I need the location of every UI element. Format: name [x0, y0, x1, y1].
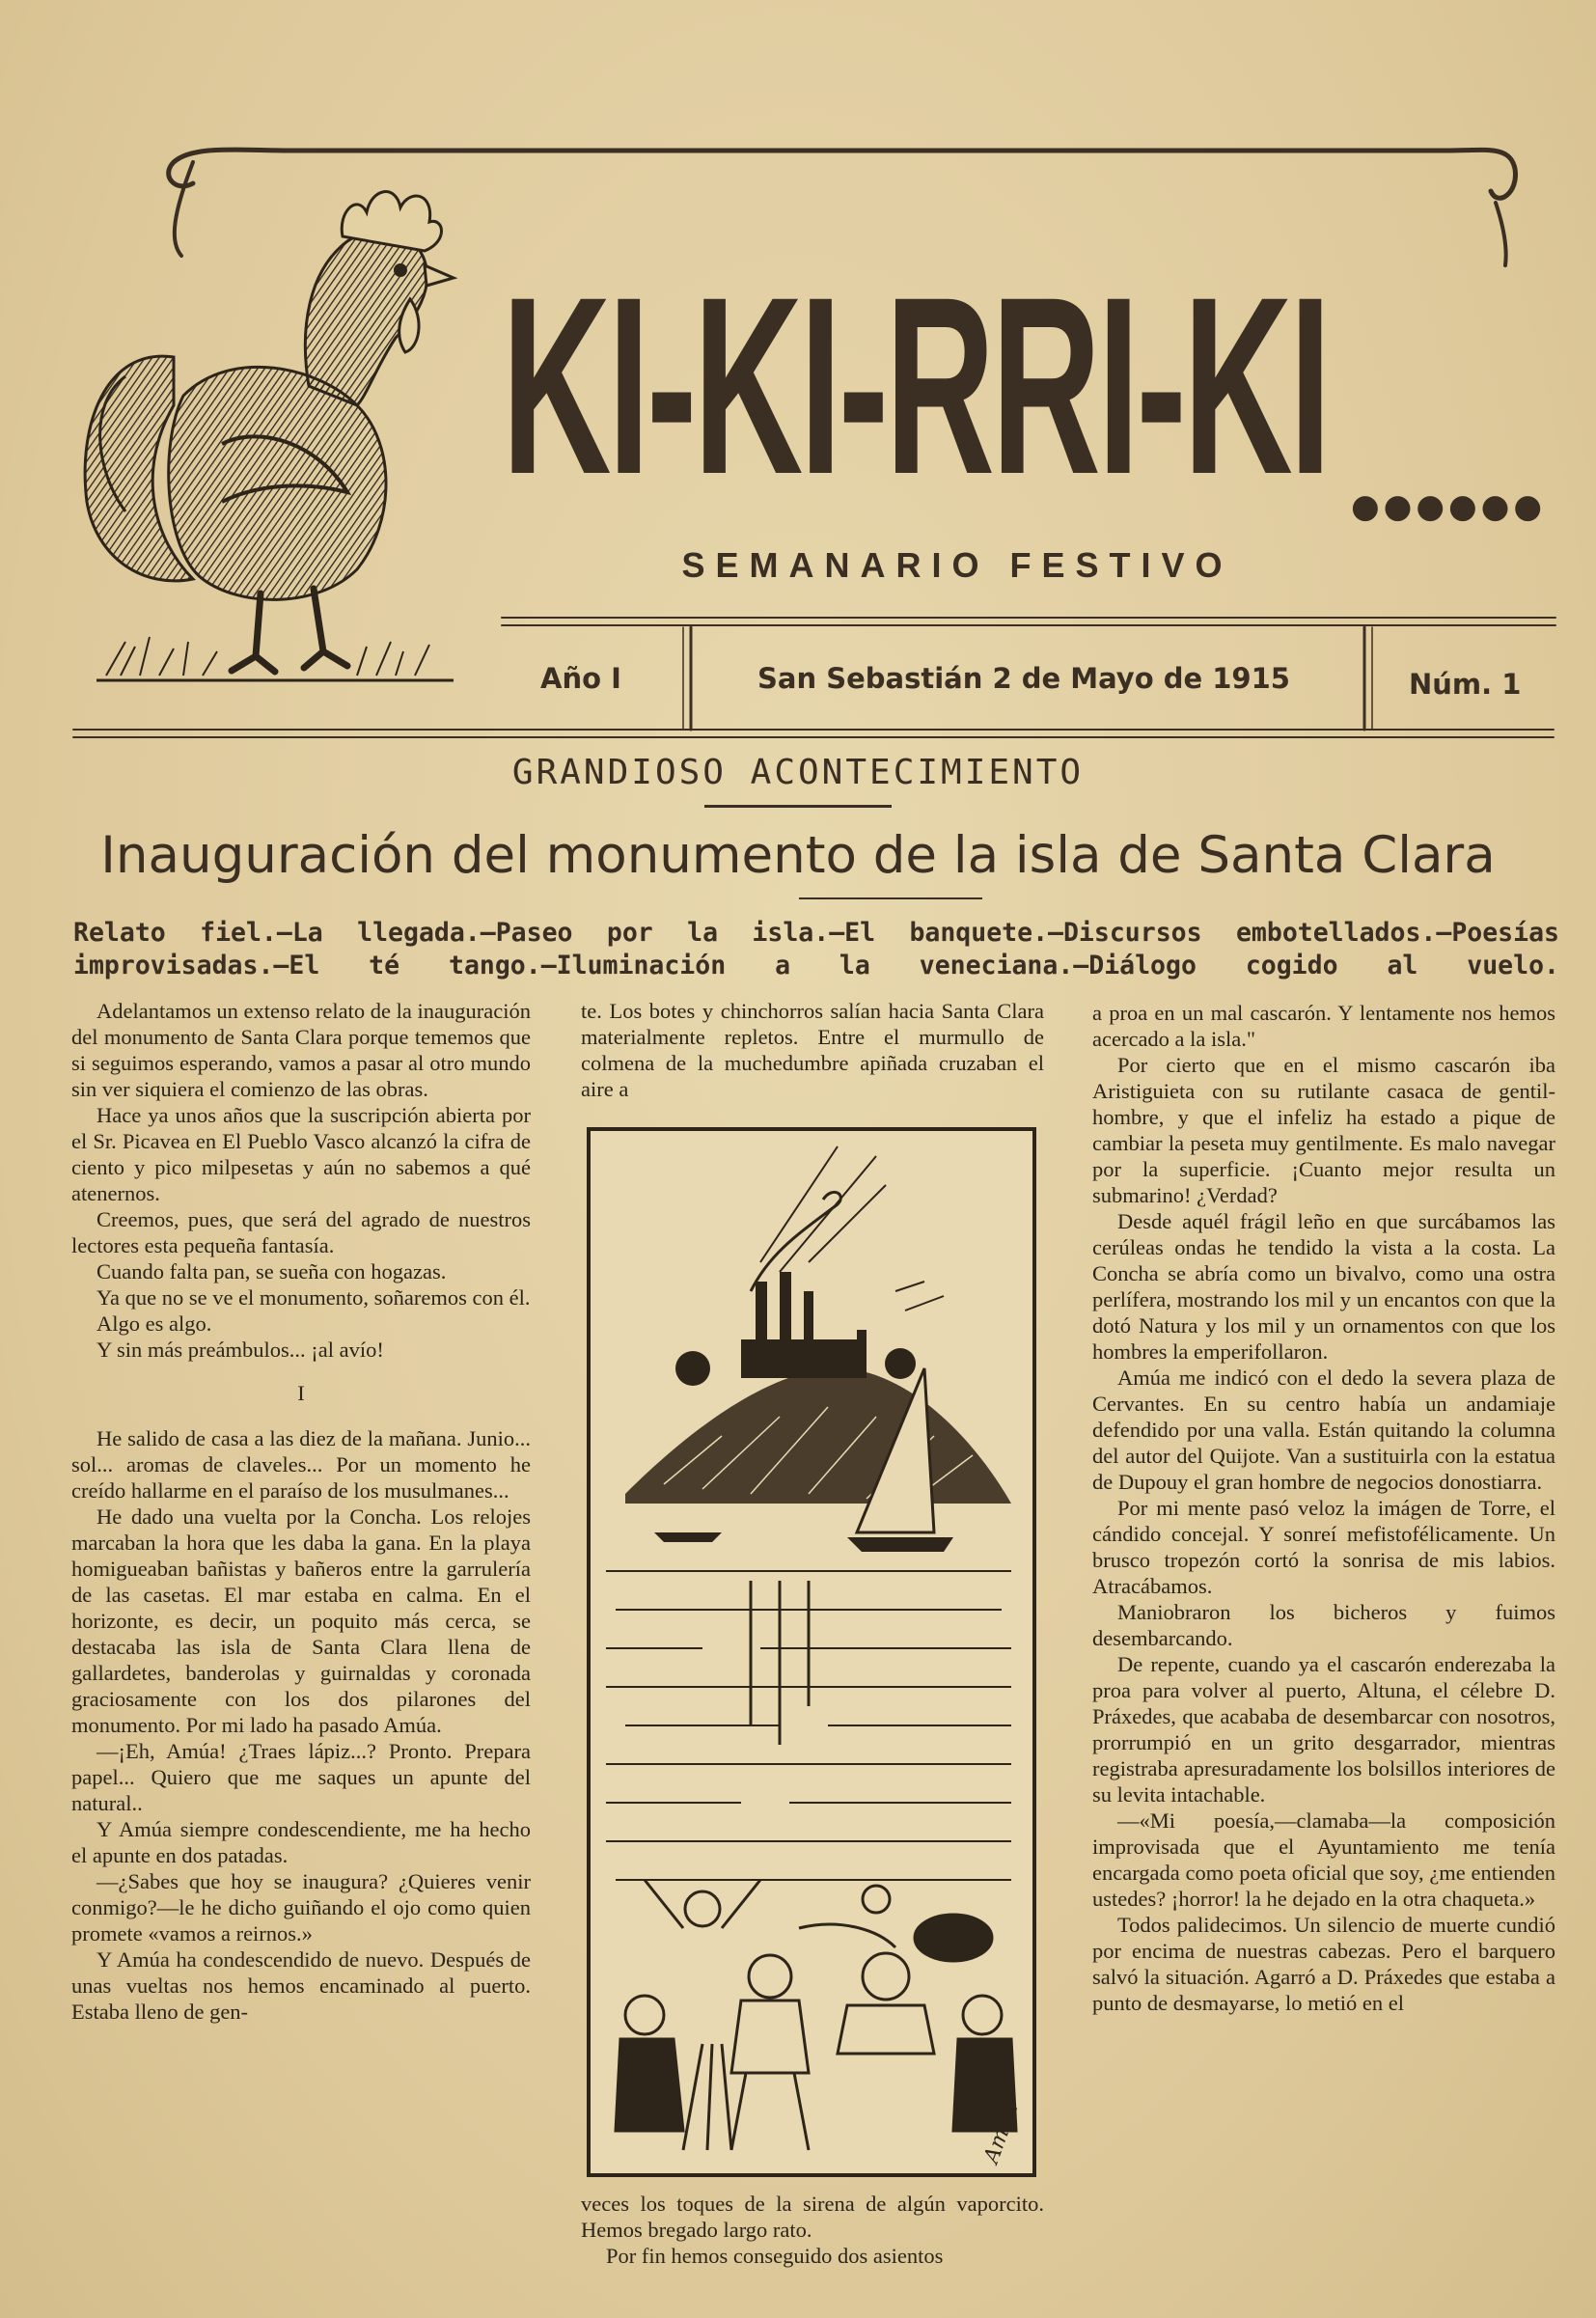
paragraph: veces los toques de la sirena de algún vaporcito. Hemos bregado largo rato. — [581, 2192, 1044, 2242]
kicker-rule — [704, 805, 892, 808]
paragraph: Y Amúa ha condescendido de nuevo. Después de unas vueltas nos hemos encaminado al puerto. Estaba lleno de gen- — [71, 1947, 531, 2024]
masthead-title: KI-KI-RRI-KI — [502, 244, 1329, 527]
paragraph: Algo es algo. — [96, 1311, 212, 1336]
paragraph: Por fin hemos conseguido dos asientos — [606, 2244, 944, 2268]
article-column-1 — [71, 998, 531, 2025]
paragraph: Adelantamos un extenso relato de la inauguración del monumento de Santa Clara porque tememos que si seguimos esperando, vamos a pasar al otro mundo sin ver siquiera el comienzo de las obras. — [71, 999, 531, 1101]
paragraph: De repente, cuando ya el cascarón enderezaba la proa para volver al puerto, Altuna, el célebre D. Práxedes, que acababa de desembarcar con nosotros, prorrumpió en un grito desgarrador, mientras registraba apresuradamente los bolsillos interiores de su levita intachable. — [1092, 1652, 1555, 1807]
issue-dateline: San Sebastián 2 de Mayo de 1915 — [757, 662, 1290, 695]
article-column-3 — [1092, 1000, 1555, 2016]
paragraph: Amúa me indicó con el dedo la severa plaza de Cervantes. En su centro había un andamiaje defendido por una valla. Están quitando la columna del autor del Quijote. Van a sustituirla con la estatua de Dupouy el gran hombre de negocios donostiarra. — [1092, 1366, 1555, 1494]
article-headline: Inauguración del monumento de la isla de Santa Clara — [100, 826, 1496, 885]
masthead-subtitle: SEMANARIO FESTIVO — [681, 545, 1233, 585]
article-kicker: GRANDIOSO ACONTECIMIENTO — [511, 753, 1085, 792]
paragraph: Por mi mente pasó veloz la imágen de Torre, el cándido concejal. Y sonreí mefistofélicamente. Un brusco tropezón cortó la sonrisa de mis labios. Atracábamos. — [1092, 1496, 1555, 1598]
issue-number: Núm. 1 — [1409, 668, 1522, 701]
subhead-line: Relato fiel.—La llegada.—Paseo por la isla.—El banquete.—Discursos embotellados.—Poesías — [73, 918, 1559, 948]
article-column-2-top — [581, 998, 1044, 1102]
paragraph: He salido de casa a las diez de la mañana. Junio... sol... aromas de claveles... Por un momento he creído hallarme en el paraíso de los musulmanes... — [71, 1426, 531, 1503]
paragraph: Y sin más preámbulos... ¡al avío! — [96, 1338, 384, 1362]
paragraph: Todos palidecimos. Un silencio de muerte cundió por encima de nuestras cabezas. Pero el barquero salvó la situación. Agarró a D. Práxedes que estaba a punto de desmayarse, lo metió en el — [1092, 1913, 1555, 2015]
paragraph: Cuando falta pan, se sueña con hogazas. — [96, 1259, 447, 1283]
illustration-signature: Amúa — [979, 2100, 1024, 2167]
paragraph: He dado una vuelta por la Concha. Los relojes marcaban la hora que les daba la gana. En la playa homigueaban bañistas y bañeros entre la garrulería de las casetas. El mar estaba en calma. En el horizonte, es decir, un poquito más cerca, se destacaba las isla de Santa Clara llena de gallardetes, banderolas y guirnaldas y coronada graciosamente con los dos pilarones del monumento. Por mi lado ha pasado Amúa. — [71, 1504, 531, 1737]
masthead-title-dots: ●●●●●● — [1351, 487, 1547, 526]
paragraph: Maniobraron los bicheros y fuimos desembarcando. — [1092, 1600, 1555, 1650]
article-column-2-bottom — [581, 2191, 1044, 2269]
santa-clara-illustration — [587, 1127, 1036, 2177]
paragraph: te. Los botes y chinchorros salían hacia Santa Clara materialmente repletos. Entre el murmullo de colmena de la muchedumbre apiñada cruzaban el aire a — [581, 999, 1044, 1101]
paragraph: Hace ya unos años que la suscripción abierta por el Sr. Picavea en El Pueblo Vasco alcanzó la cifra de ciento y pico milpesetas y aún no sabemos a qué atenernos. — [71, 1103, 531, 1205]
paragraph: Creemos, pues, que será del agrado de nuestros lectores esta pequeña fantasía. — [71, 1207, 531, 1257]
paragraph: Desde aquél frágil leño en que surcábamos las cerúleas ondas he tendido la vista a la costa. La Concha se abría como un bivalvo, como una ostra perlífera, mostrando los mil y un encantos con que la dotó Natura y los mil y un ornamentos con que los hombres la emperifollaron. — [1092, 1209, 1555, 1364]
paragraph: —¿Sabes que hoy se inaugura? ¿Quieres venir conmigo?—le he dicho guiñando el ojo como quien promete «vamos a reirnos.» — [71, 1869, 531, 1945]
paragraph: —¡Eh, Amúa! ¿Traes lápiz...? Pronto. Prepara papel... Quiero que me saques un apunte del natural.. — [71, 1739, 531, 1815]
paragraph: Por cierto que en el mismo cascarón iba Aristiguieta con su rutilante casaca de gentil-hombre, y que el infeliz ha estado a pique de cambiar la peseta muy gentilmente. Es malo navegar por la superficie. ¡Cuanto mejor resulta un submarino! ¿Verdad? — [1092, 1053, 1555, 1207]
paragraph: —«Mi poesía,—clamaba—la composición improvisada que el Ayuntamiento me tenía encargada como poeta oficial que soy, ¿me entienden ustedes? ¡horror! la he dejado en la otra chaqueta.» — [1092, 1808, 1555, 1911]
issue-year: Año I — [540, 662, 621, 695]
subhead-line: improvisadas.—El té tango.—Iluminación a la veneciana.—Diálogo cogido al vuelo. — [73, 951, 1559, 980]
paragraph: a proa en un mal cascarón. Y lentamente nos hemos acercado a la isla." — [1092, 1001, 1555, 1051]
headline-rule — [799, 897, 982, 899]
article-subheads — [73, 917, 1559, 982]
paragraph: Ya que no se ve el monumento, soñaremos con él. — [96, 1285, 531, 1310]
paragraph: Y Amúa siempre condescendiente, me ha hecho el apunte en dos patadas. — [71, 1817, 531, 1867]
rooster-illustration — [68, 154, 521, 695]
section-numeral: I — [297, 1381, 305, 1405]
